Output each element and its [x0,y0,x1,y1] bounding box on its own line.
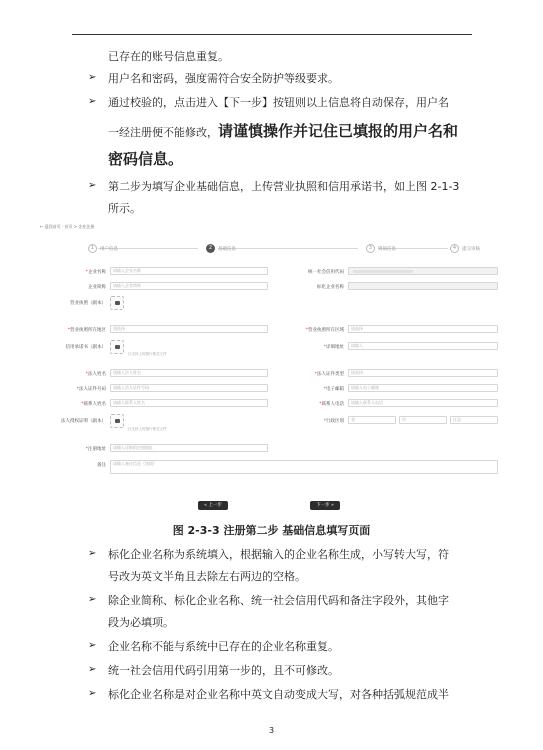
legal-name-input[interactable]: 请输入法人姓名 [110,369,268,377]
page-number: 3 [268,726,275,735]
step-label: 资质信息 [378,247,396,252]
camera-icon [115,419,120,423]
remark-textarea[interactable]: 请输入备注信息（选填） [110,460,498,474]
text-line: 标化企业名称是对企业名称中英文自动变成大写，对各种括弧规范成半 [108,688,449,701]
area-select[interactable]: 请选择 [348,325,498,333]
division-label: *行政区划 [323,419,344,424]
bullet-arrow-icon: ➢ [88,548,97,559]
upload-tip: 仅支持上传图片格式文件 [128,427,167,431]
region-select[interactable]: 请选择 [110,325,268,333]
text-emphasis: 密码信息。 [108,150,184,168]
contact-input[interactable]: 请输入联系人姓名 [110,399,268,407]
step-1-circle: 1 [88,244,97,253]
text-line: 除企业简称、标化企业名称、统一社会信用代码和备注字段外，其他字 [108,594,449,607]
step-label: 提交审核 [462,247,480,252]
reg-address-input[interactable]: 请输入详细的注册地址 [110,444,268,452]
auth-upload-button[interactable] [110,414,124,428]
email-input[interactable]: 请输入电子邮箱 [348,384,498,392]
promise-label: 信用承诺书（副本） [65,345,106,350]
legal-name-label: *法人姓名 [85,372,106,377]
header-rule [72,34,472,35]
text-line [108,122,458,140]
text-line: 通过校验的，点击进入【下一步】按钮则以上信息将自动保存，用户名 [108,96,449,109]
std-name-label: 标化企业名称 [317,285,344,290]
bullet-arrow-icon: ➢ [88,688,97,699]
bullet-arrow-icon: ➢ [88,640,97,651]
breadcrumb[interactable]: ← 返回首页 · 首页 > 企业注册 [40,224,95,229]
address-input[interactable]: 请输入 [348,342,498,350]
camera-icon [115,345,120,349]
text-line: 统一社会信用代码引用第一步的，且不可修改。 [108,664,339,677]
district-select[interactable]: 区县 [450,416,498,424]
text-line: 所示。 [108,202,141,215]
promise-upload-button[interactable] [110,340,124,354]
area-label: *营业执照所在区域 [305,328,344,333]
license-label: 营业执照（副本） [70,301,106,306]
id-type-select[interactable]: 请选择 [348,369,498,377]
bullet-arrow-icon: ➢ [88,96,97,107]
text-line: 号改为英文半角且去除左右两边的空格。 [108,570,306,583]
text-line: 用户名和密码，强度需符合安全防护等级要求。 [108,72,339,85]
step-4-circle: 4 [450,244,459,253]
upload-tip: 仅支持上传图片格式文件 [128,352,167,356]
text-line: 企业名称不能与系统中已存在的企业名称重复。 [108,640,339,653]
id-type-label: *法人证件类型 [314,372,344,377]
camera-icon [115,301,120,305]
company-name-label: *企业名称 [85,270,106,275]
phone-input[interactable]: 请输入联系人电话 [348,399,498,407]
bullet-arrow-icon: ➢ [88,180,97,191]
contact-label: *联系人姓名 [81,402,106,407]
reg-address-label: *注册地址 [85,447,106,452]
bullet-arrow-icon: ➢ [88,594,97,605]
phone-label: *联系人电话 [319,402,344,407]
city-select[interactable]: 市 [399,416,447,424]
text-line: 段为必填项。 [108,616,174,629]
license-upload-button[interactable] [110,296,124,310]
text-normal: 一经注册便不能修改， [108,126,218,139]
text-line: 第二步为填写企业基础信息，上传营业执照和信用承诺书，如上图 2-1-3 [108,180,460,193]
id-no-label: *法人证件号码 [76,387,106,392]
address-label: *详细地址 [323,345,344,350]
company-short-input[interactable]: 请输入企业简称 [110,282,268,290]
next-step-button[interactable]: 下一步 » [310,501,340,510]
credit-code-label: 统一社会信用代码 [308,270,344,275]
company-name-input[interactable]: 请输入企业名称 [110,267,268,275]
remark-label: 备注 [97,463,106,468]
province-select[interactable]: 省 [348,416,396,424]
prev-step-button[interactable]: « 上一步 [198,501,228,510]
text-emphasis: 请谨慎操作并记住已填报的用户名和 [218,122,459,140]
bullet-arrow-icon: ➢ [88,72,97,83]
step-3-circle: 3 [366,244,375,253]
step-connector [218,248,358,249]
redacted-value [353,270,413,273]
figure-caption: 图 2-3-3 注册第二步 基础信息填写页面 [172,524,371,537]
bullet-arrow-icon: ➢ [88,664,97,675]
text-line: 已存在的账号信息重复。 [108,50,229,63]
region-label: *营业执照所在地区 [67,328,106,333]
registration-form-screenshot [40,222,502,512]
email-label: *电子邮箱 [323,387,344,392]
std-name-input [348,282,498,290]
step-progress [88,244,498,254]
id-no-input[interactable]: 请输入法人证件号码 [110,384,268,392]
text-line: 标化企业名称为系统填入，根据输入的企业名称生成，小写转大写，符 [108,548,449,561]
company-short-label: 企业简称 [88,285,106,290]
step-label: 用户信息 [100,247,118,252]
auth-label: 法人授权证明（副本） [61,419,106,424]
step-label: 基础信息 [218,247,236,252]
credit-code-input [348,267,498,275]
step-2-circle: 2 [206,244,215,253]
